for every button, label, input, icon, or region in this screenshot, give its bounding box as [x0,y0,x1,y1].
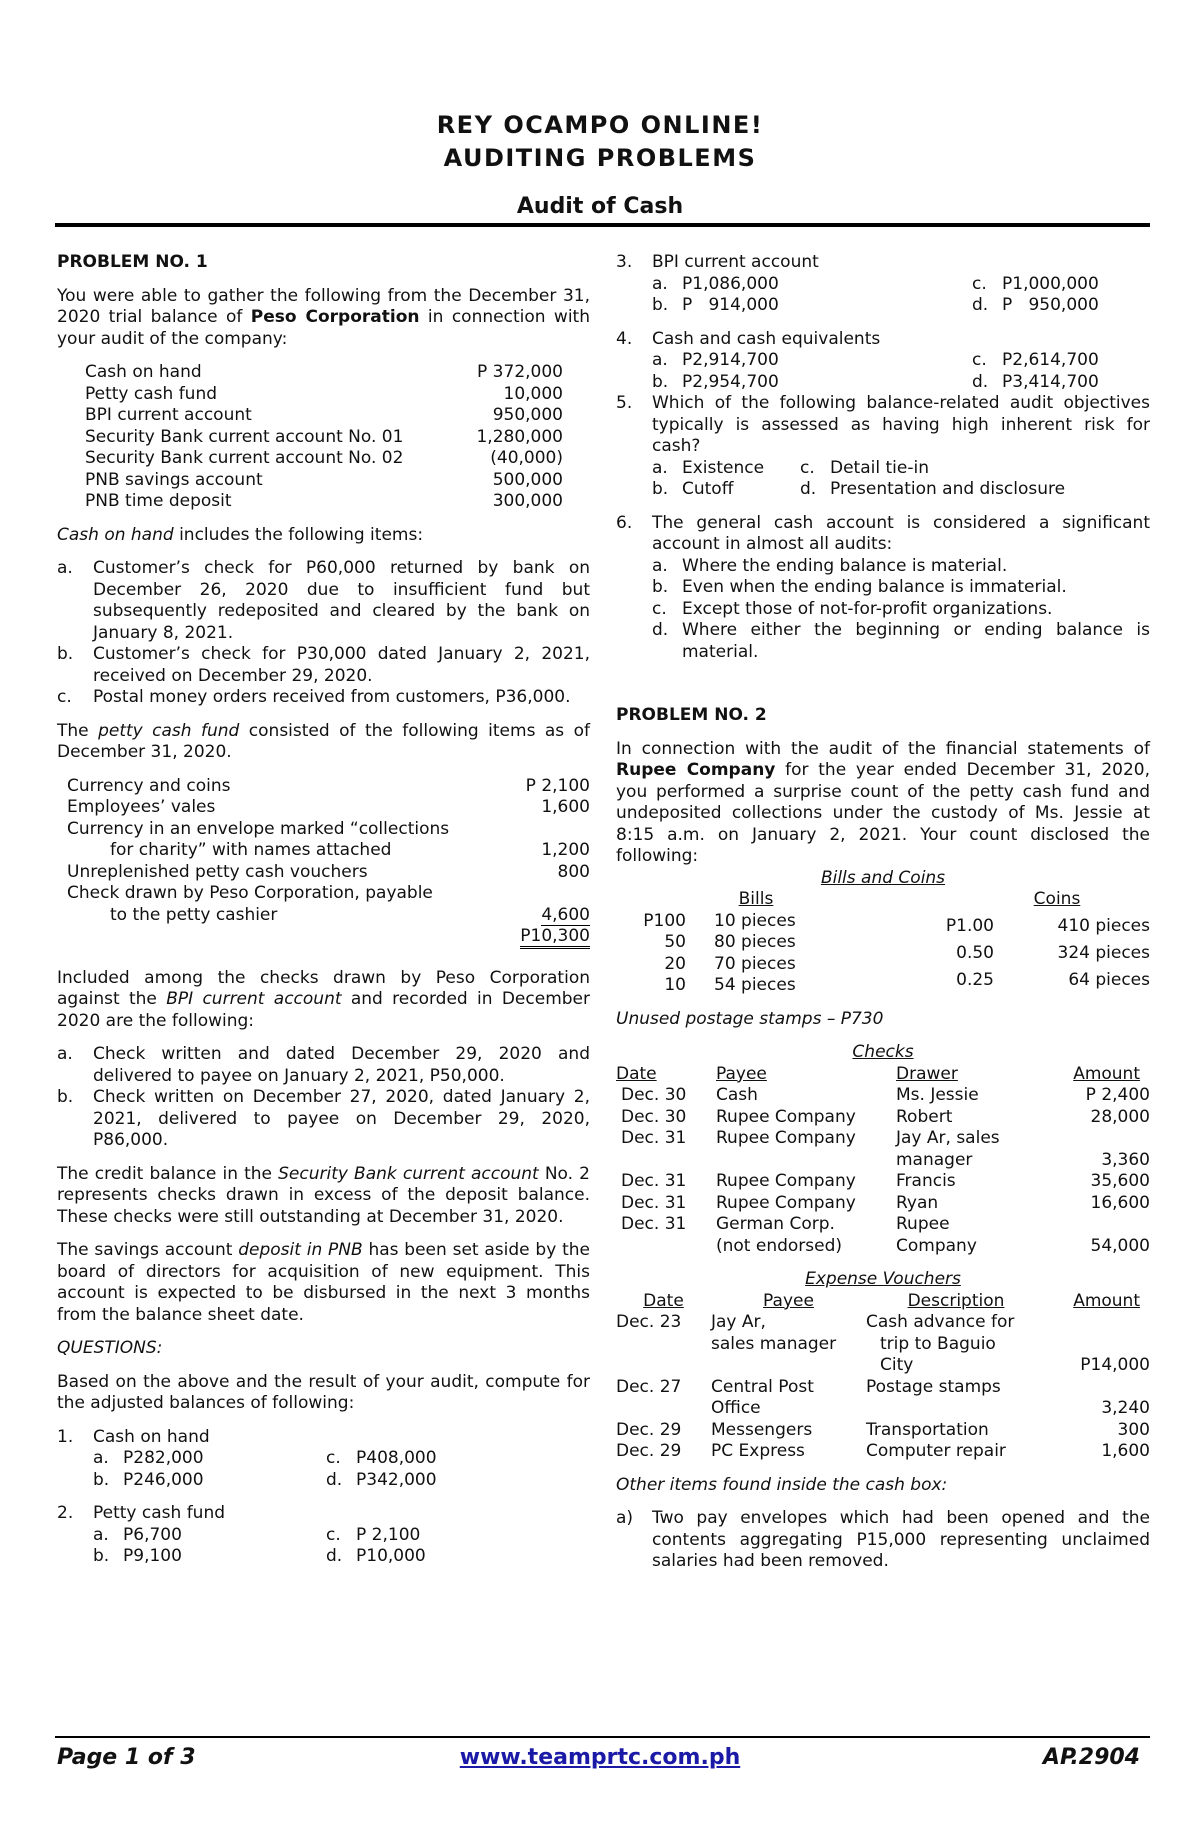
bills-coins-table: Bills P100 10 pieces 50 80 pieces 20 70 pieces 10 54 pieces Coins P1.00 410 pieces 0.50 324 pieces 0.25 64 pieces [616,889,1150,997]
question-5: 5. Which of the following balance-related audit objectives typically is assessed as having high inherent risk for cash? a. Existence c. Detail tie-in b. Cutoff d. Presentation and disclosure [616,393,1150,499]
table-row: PNB time deposit 300,000 [85,491,563,511]
table-row: P100 10 pieces [643,910,796,931]
table-row: Dec. 27 Central Post Postage stamps [616,1376,1001,1397]
page-number: Page 1 of 3 [57,1745,196,1770]
list-item: a) Two pay envelopes which had been opened and the contents aggregating P15,000 representing unclaimed salaries had been removed. [616,1508,1150,1571]
header-title: REY OCAMPO ONLINE! [436,111,764,139]
checks-title: Checks [852,1042,914,1062]
header-rule [55,223,1150,227]
footer-rule [55,1736,1150,1738]
petty-cash-lead: The petty cash fund consisted of the following items as of December 31, 2020. [57,720,590,762]
table-row: Dec. 30 Cash Ms. Jessie P 2,400 [621,1085,1150,1105]
table-row: Employees’ vales 1,600 [67,797,590,817]
question-1: 1. Cash on hand a. P282,000 c. P408,000 b. P246,000 d. P342,000 [57,1426,437,1490]
questions-label: QUESTIONS: [57,1338,163,1358]
vouchers-table: Date Payee Description Amount Dec. 23 Jay Ar, Cash advance for sales manager trip to Baguio City P14,000 Dec. 27 Central Post Postage stamps Office 3,240 Dec. 29 Messengers Transportation 300 Dec. 29 PC Express Computer repair 1,600 [616,1290,1150,1461]
checks-lead: Included among the checks drawn by Peso Corporation against the BPI current account and recorded in December 2020 are the following: [57,967,590,1031]
table-row: P1.00 410 pieces [945,915,1150,936]
table-row: Dec. 31 German Corp. Rupee [621,1214,950,1234]
table-row: Dec. 31 Rupee Company Francis 35,600 [621,1171,1150,1191]
table-row: for charity” with names attached 1,200 [110,840,590,860]
table-row: Currency in an envelope marked “collections [67,818,450,839]
list-item: b. Check written on December 27, 2020, dated January 2, 2021, delivered to payee on December 29, 2020, P86,000. [57,1087,590,1150]
left-column [57,252,590,1568]
question-6: 6. The general cash account is considered a significant account in almost all audits: a. Where the ending balance is material. b. Even when the ending balance is immaterial. c. Except those of not-for-profit organizations. d. Where either the beginning or ending balance is material. [616,512,1150,662]
table-row: (not endorsed) Company 54,000 [716,1235,1150,1256]
list-item: a. Check written and dated December 29, 2020 and delivered to payee on January 2, 2021, P50,000. [57,1044,590,1086]
table-row: Security Bank current account No. 02 (40,000) [85,448,563,468]
table-row: Office 3,240 [711,1398,1150,1418]
table-row: Unreplenished petty cash vouchers 800 [67,861,590,882]
bills-coins-title: Bills and Coins [820,867,946,888]
table-row: manager 3,360 [896,1149,1150,1170]
list-item: b. Customer’s check for P30,000 dated January 2, 2021, received on December 29, 2020. [57,644,590,686]
question-2: 2. Petty cash fund a. P6,700 c. P 2,100 b. P9,100 d. P10,000 [57,1503,426,1566]
problem2-intro: In connection with the audit of the financial statements of Rupee Company for the year ended December 31, 2020, you performed a surprise count of the petty cash fund and undeposited collections under the custody of Ms. Jessie at 8:15 a.m. on January 2, 2021. Your count disclosed the following: [616,738,1150,866]
cash-on-hand-lead: Cash on hand includes the following items: [57,524,424,545]
document-code: AP.2904 [1042,1745,1140,1770]
table-row: 20 70 pieces [664,953,796,974]
table-row: 10 54 pieces [664,975,796,995]
vouchers-title: Expense Vouchers [805,1269,961,1289]
other-items-lead: Other items found inside the cash box: [616,1474,948,1495]
table-row: Cash on hand P 372,000 [85,362,563,382]
table-row: Dec. 23 Jay Ar, Cash advance for [616,1312,1015,1332]
security-bank-note: The credit balance in the Security Bank current account No. 2 represents checks drawn in excess of the deposit balance. These checks were still outstanding at December 31, 2020. [57,1163,590,1227]
table-row: Dec. 31 Rupee Company Jay Ar, sales [621,1128,1000,1148]
petty-cash-total: P10,300 [520,926,590,949]
right-column [616,252,1150,1573]
table-row: sales manager trip to Baguio [711,1333,996,1354]
other-items-list [616,1508,1150,1573]
problem1-title: PROBLEM NO. 1 [57,252,208,272]
table-row: 0.50 324 pieces [956,942,1150,963]
table-row: Dec. 29 Messengers Transportation 300 [616,1419,1150,1440]
table-row: Security Bank current account No. 01 1,280,000 [85,426,563,447]
table-row: Currency and coins P 2,100 [67,775,590,796]
table-row: Check drawn by Peso Corporation, payable [67,883,433,903]
question-4: 4. Cash and cash equivalents a. P2,914,700 c. P2,614,700 b. P2,954,700 d. P3,414,700 [616,328,1099,392]
table-row: Dec. 30 Rupee Company Robert 28,000 [621,1106,1150,1127]
list-item: c. Postal money orders received from customers, P36,000. [57,687,571,707]
table-row [67,926,590,948]
cash-on-hand-list [57,558,590,709]
table-row: City P14,000 [880,1355,1150,1375]
question-3: 3. BPI current account a. P1,086,000 c. P1,000,000 b. P 914,000 d. P 950,000 [616,252,1099,315]
header-subject: AUDITING PROBLEMS [443,144,757,172]
table-row: 50 80 pieces [664,932,796,952]
table-row: PNB savings account 500,000 [85,469,563,490]
problem2-title: PROBLEM NO. 2 [616,705,767,725]
petty-cash-table [67,776,590,948]
problem1-intro: You were able to gather the following from the December 31, 2020 trial balance of Peso Corporation in connection with your audit of the company: [57,285,590,349]
table-row: 0.25 64 pieces [956,969,1150,990]
website-link[interactable]: www.teamprtc.com.ph [459,1745,741,1770]
table-row: to the petty cashier 4,600 [110,904,590,925]
list-item: a. Customer’s check for P60,000 returned by bank on December 26, 2020 due to insufficient fund but subsequently redeposited and cleared by the bank on January 8, 2021. [57,558,590,643]
checks-list [57,1044,590,1152]
pnb-note: The savings account deposit in PNB has been set aside by the board of directors for acquisition of new equipment. This account is expected to be disbursed in the next 3 months from the balance sheet date. [57,1240,590,1325]
header-topic: Audit of Cash [516,194,684,219]
unused-stamps: Unused postage stamps – P730 [616,1008,884,1029]
table-row: Petty cash fund 10,000 [85,383,563,404]
questions-lead: Based on the above and the result of your audit, compute for the adjusted balances of following: [57,1371,590,1413]
checks-table: Date Payee Drawer Amount Dec. 30 Cash Ms. Jessie P 2,400 Dec. 30 Rupee Company Robert 28,000 Dec. 31 Rupee Company Jay Ar, sales manager 3,360 Dec. 31 Rupee Company Francis 35,600 Dec. 31 Rupee Company Ryan 16,600 Dec. 31 German Corp. Rupee (not endorsed) Company 54,000 [616,1063,1150,1256]
table-row: Dec. 31 Rupee Company Ryan 16,600 [621,1192,1150,1213]
trial-balance-table [85,362,563,513]
table-row: Dec. 29 PC Express Computer repair 1,600 [616,1441,1150,1461]
table-row: BPI current account 950,000 [85,405,563,425]
